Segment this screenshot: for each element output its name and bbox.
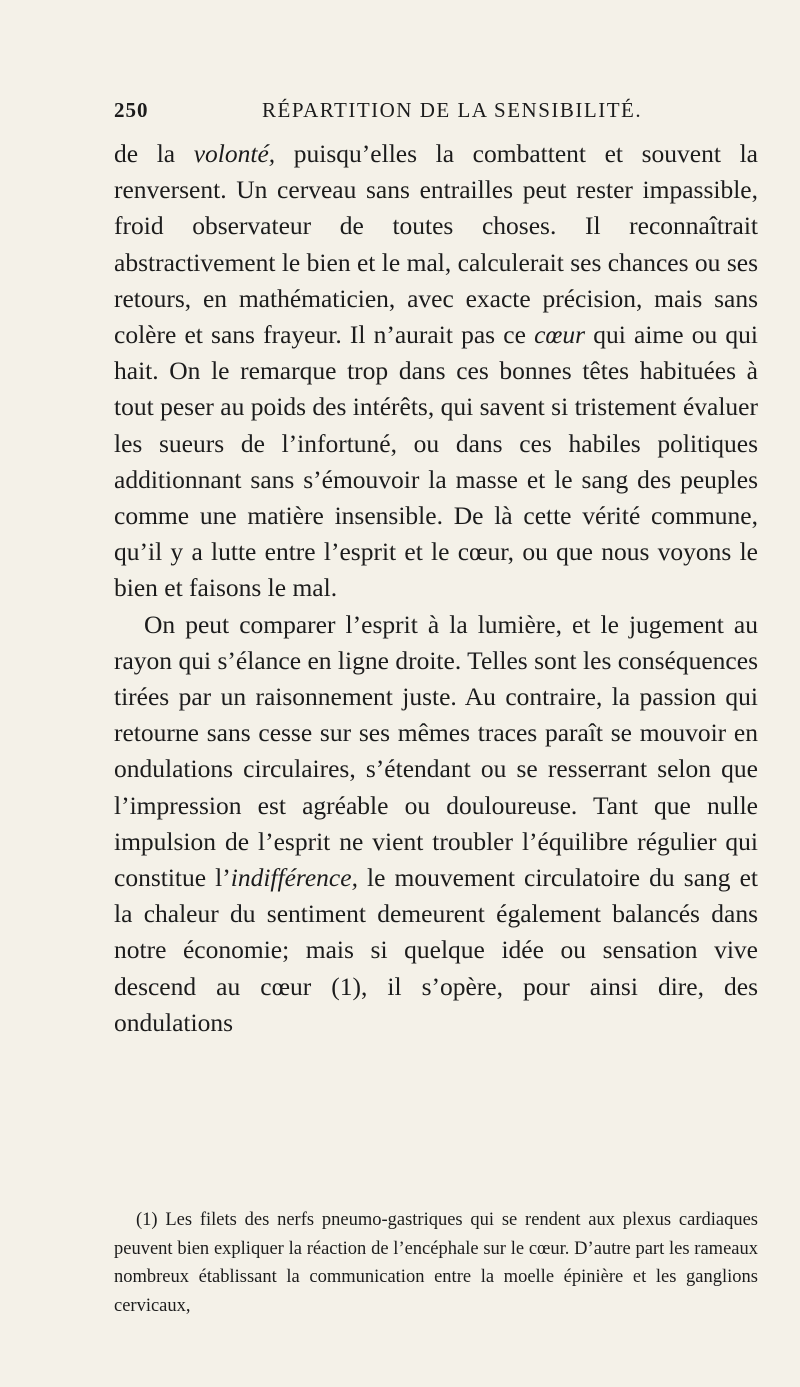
paragraph-1-part-3: qui aime ou qui hait. On le remarque trop dans ces bonnes têtes habituées à tout peser au poids des intérêts, qui savent si tristement évaluer les sueurs de l’infortuné, ou dans ces habiles politiques additionnant sans s’émouvoir la masse et le sang des peuples comme une matière insensible. De là cette vérité commune, qu’il y a lutte entre l’esprit et le cœur, ou que nous voyons le bien et faisons le mal.	[114, 320, 759, 603]
paragraph-1	[114, 136, 758, 607]
paragraph-2	[114, 607, 758, 1041]
footnote	[114, 1206, 758, 1320]
paragraph-2-part-2: le mouvement circulatoire du sang et la chaleur du sentiment demeurent également balancés dans notre économie; mais si quelque idée ou sensation vive descend au cœur (1), il s’opère, pour ainsi dire, des ondulations	[114, 863, 758, 1037]
paragraph-2-part-1: On peut comparer l’esprit à la lumière, et le jugement au rayon qui s’élance en ligne droite. Telles sont les conséquences tirées par un raisonnement juste. Au contraire, la passion qui retourne sans cesse sur ses mêmes traces paraît se mouvoir en ondulations circulaires, s’étendant ou se resserrant selon que l’impression est agréable ou douloureuse. Tant que nulle impulsion de l’esprit ne vient troubler l’équilibre régulier qui constitue l’	[114, 609, 758, 893]
italic-coeur: cœur	[534, 320, 586, 350]
footnote-text: (1) Les filets des nerfs pneumo-gastriques qui se rendent aux plexus cardiaques peuvent bien expliquer la réaction de l’encéphale sur le cœur. D’autre part les rameaux nombreux établissant la communication entre la moelle épinière et les ganglions cervicaux,	[114, 1210, 758, 1316]
paragraph-1-part-1: de la	[114, 139, 194, 168]
main-text	[114, 136, 758, 1041]
page-number: 250	[114, 98, 149, 122]
italic-indifference: indifférence,	[230, 863, 358, 893]
italic-volonte: volonté,	[193, 139, 276, 168]
running-title: RÉPARTITION DE LA SENSIBILITÉ.	[262, 98, 643, 122]
page-header	[114, 98, 754, 132]
paragraph-1-part-2: puisqu’elles la combattent et souvent la renversent. Un cerveau sans entrailles peut rester impassible, froid observateur de toutes choses. Il reconnaîtrait abstractivement le bien et le mal, calculerait ses chances ou ses retours, en mathématicien, avec exacte précision, mais sans colère et sans frayeur. Il n’aurait pas ce	[114, 139, 758, 350]
